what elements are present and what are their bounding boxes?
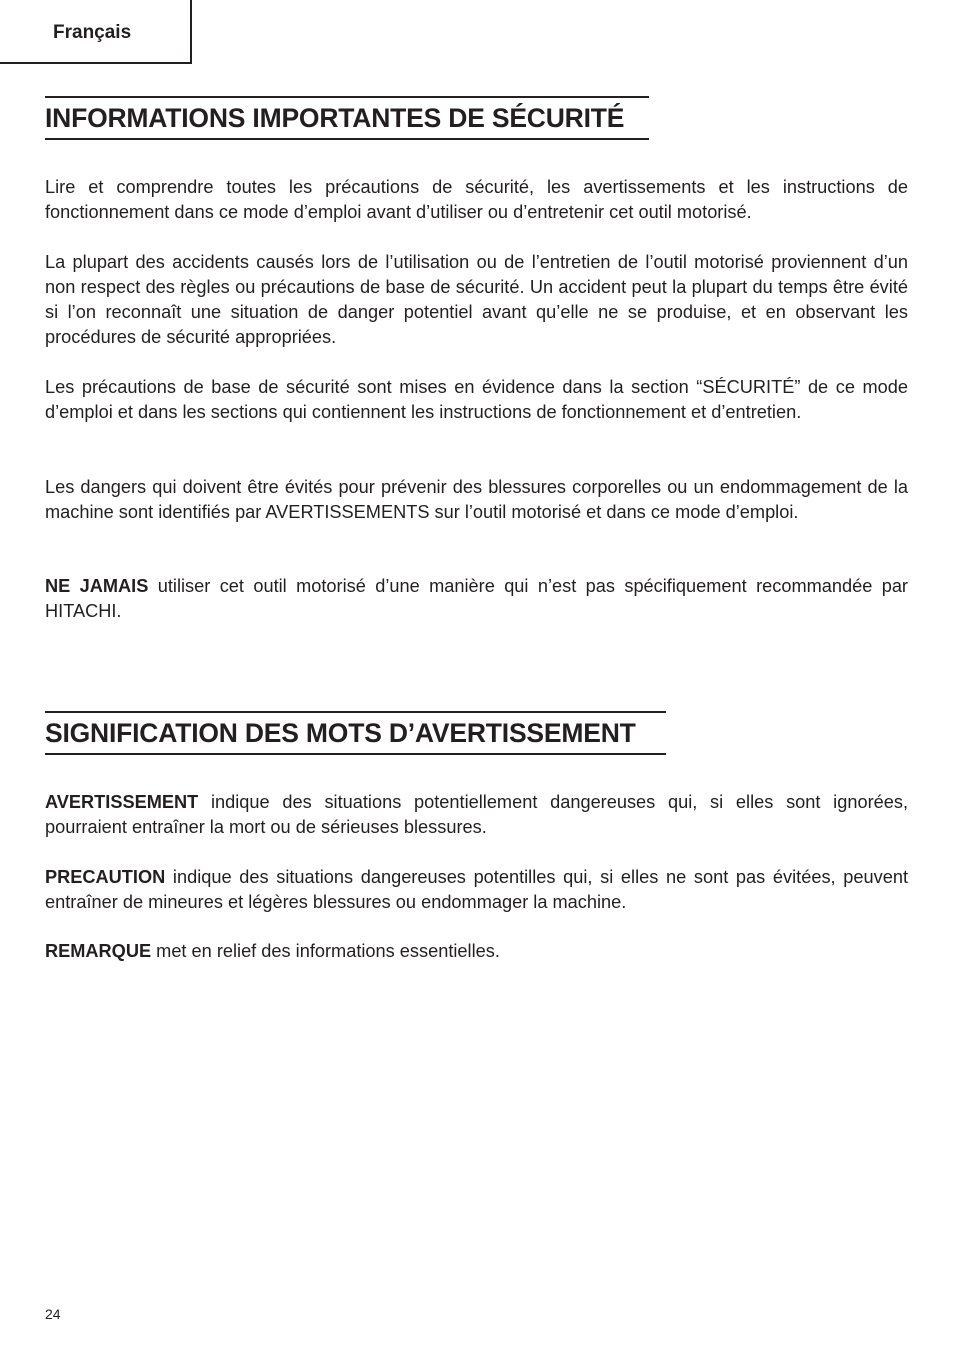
language-label: Français — [53, 22, 132, 43]
paragraph-accidents: La plupart des accidents causés lors de l’utilisation ou de l’entretien de l’outil motorisé proviennent d’un non respect des règles ou précautions de base de sécurité. Un accident peut la plupart du temps être évité si l’on reconnaît une situation de danger potentiel avant qu’elle ne se produise, et en observant les procédures de sécurité appropriées. — [45, 252, 908, 347]
definition-term: PRECAUTION — [45, 867, 166, 887]
section-heading-signal-words: SIGNIFICATION DES MOTS D’AVERTISSEMENT — [45, 711, 666, 755]
definition-text: indique des situations potentiellement dangereuses qui, si elles sont ignorées, pourraient entraîner la mort ou de sérieuses blessures. — [45, 792, 908, 837]
definition-term: REMARQUE — [45, 941, 152, 961]
definition-term: AVERTISSEMENT — [45, 792, 199, 812]
page-number: 24 — [45, 1306, 61, 1322]
definition-text: indique des situations dangereuses potentilles qui, si elles ne sont pas évitées, peuvent entraîner de mineures et légères blessures ou endommager la machine. — [45, 867, 908, 912]
section-heading-safety-information: INFORMATIONS IMPORTANTES DE SÉCURITÉ — [45, 96, 649, 140]
paragraph-never-use — [45, 574, 908, 624]
definition-warning — [45, 790, 908, 840]
never-text: utiliser cet outil motorisé d’une manière qui n’est pas spécifiquement recommandée par HITACHI. — [45, 576, 908, 621]
paragraph-basic-precautions: Les précautions de base de sécurité sont mises en évidence dans la section “SÉCURITÉ” de ce mode d’emploi et dans les sections qui contiennent les instructions de fonctionnement et d’entretien. — [45, 377, 908, 422]
language-tab — [0, 0, 192, 64]
definition-caution — [45, 865, 908, 915]
paragraph-read-instructions: Lire et comprendre toutes les précautions de sécurité, les avertissements et les instructions de fonctionnement dans ce mode d’emploi avant d’utiliser ou d’entretenir cet outil motorisé. — [45, 177, 908, 222]
paragraph-dangers: Les dangers qui doivent être évités pour prévenir des blessures corporelles ou un endommagement de la machine sont identifiés par AVERTISSEMENTS sur l’outil motorisé et dans ce mode d’emploi. — [45, 477, 908, 522]
definition-note — [45, 939, 908, 964]
never-label: NE JAMAIS — [45, 576, 149, 596]
definition-text: met en relief des informations essentielles. — [151, 941, 500, 961]
